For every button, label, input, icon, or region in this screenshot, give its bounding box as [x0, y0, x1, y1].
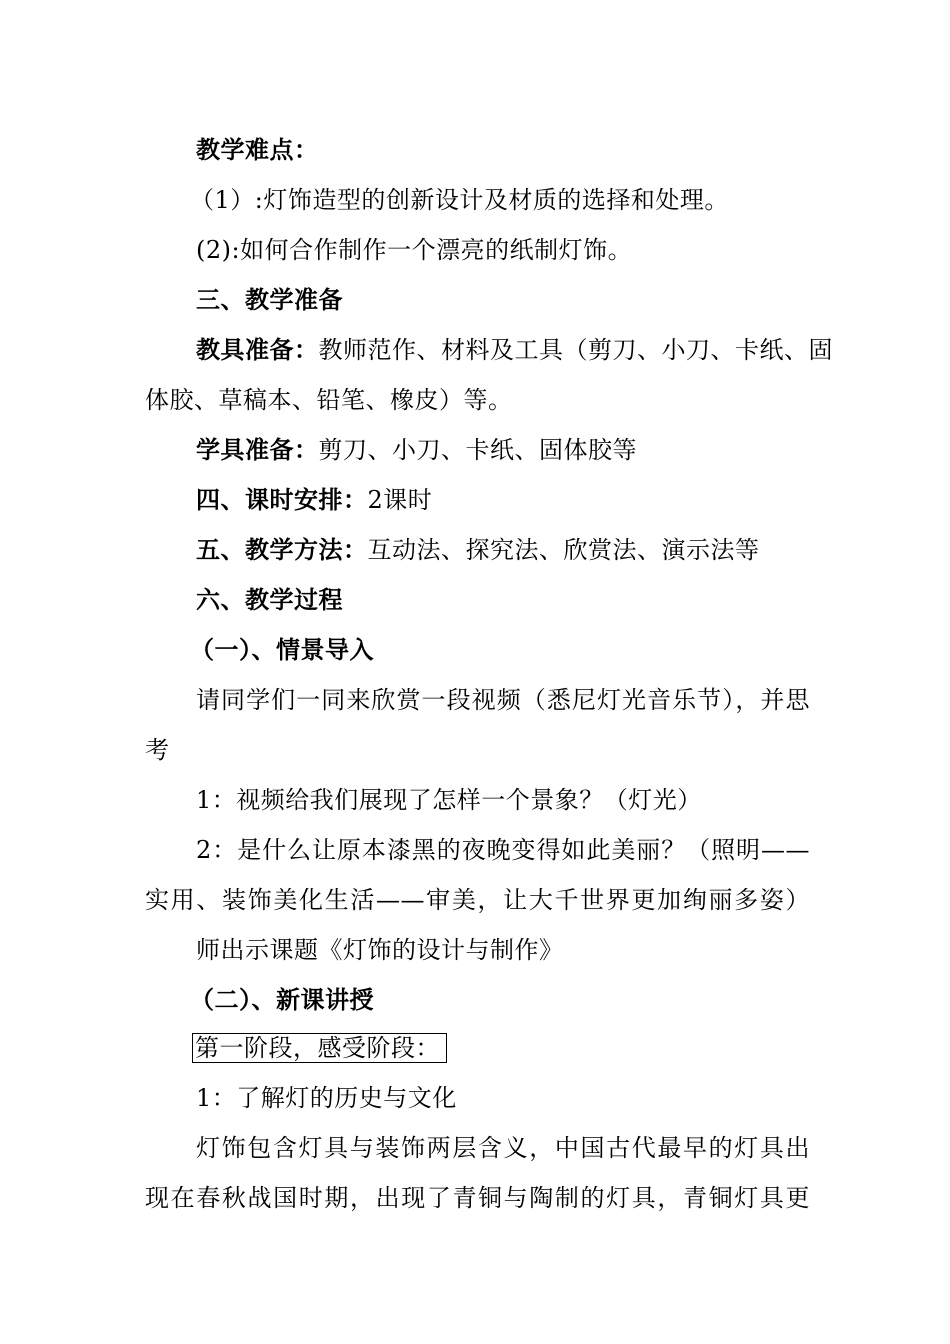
- class-hours-label: 四、课时安排：: [196, 485, 368, 514]
- stage-one-boxed-label: 第一阶段，感受阶段：: [192, 1033, 447, 1063]
- student-materials-text: 剪刀、小刀、卡纸、固体胶等: [318, 436, 637, 464]
- class-hours-text: 2课时: [367, 486, 433, 514]
- teacher-materials-label: 教具准备：: [196, 335, 319, 364]
- lesson-title-line: 师出示课题《灯饰的设计与制作》: [196, 936, 564, 964]
- teacher-materials-text: 教师范作、材料及工具（剪刀、小刀、卡纸、固: [318, 336, 833, 364]
- history-paragraph-continuation: 现在春秋战国时期，出现了青铜与陶制的灯具，青铜灯具更: [145, 1184, 810, 1212]
- difficulty-item-1: （1）:灯饰造型的创新设计及材质的选择和处理。: [190, 186, 729, 214]
- student-materials-label: 学具准备：: [196, 435, 319, 464]
- teaching-methods-line: [196, 535, 810, 565]
- difficulty-item-2: (2):如何合作制作一个漂亮的纸制灯饰。: [196, 236, 633, 264]
- question-1: 1：视频给我们展现了怎样一个景象？（灯光）: [196, 786, 702, 814]
- question-2-continuation: 实用、装饰美化生活——审美，让大千世界更加绚丽多姿）: [145, 886, 810, 914]
- stage-one-line: [192, 1033, 806, 1063]
- question-2: 2：是什么让原本漆黑的夜晚变得如此美丽？（照明——: [196, 836, 810, 864]
- heading-scene-introduction: （一）、情景导入: [190, 635, 374, 664]
- class-hours-line: [196, 485, 810, 515]
- teacher-materials-line: [196, 335, 833, 365]
- heading-new-lesson: （二）、新课讲授: [190, 985, 374, 1014]
- intro-paragraph-continuation: 考: [145, 736, 170, 764]
- history-paragraph: 灯饰包含灯具与装饰两层含义，中国古代最早的灯具出: [196, 1134, 810, 1162]
- intro-paragraph: 请同学们一同来欣赏一段视频（悉尼灯光音乐节），并思: [196, 686, 810, 714]
- teaching-methods-label: 五、教学方法：: [196, 535, 368, 564]
- student-materials-line: [196, 435, 810, 465]
- teaching-methods-text: 互动法、探究法、欣赏法、演示法等: [367, 536, 760, 564]
- heading-teaching-difficulties: 教学难点：: [196, 135, 319, 164]
- heading-teaching-preparation: 三、教学准备: [196, 285, 343, 314]
- history-culture-item: 1：了解灯的历史与文化: [196, 1084, 457, 1112]
- heading-teaching-process: 六、教学过程: [196, 585, 343, 614]
- teacher-materials-continuation: 体胶、草稿本、铅笔、橡皮）等。: [145, 386, 513, 414]
